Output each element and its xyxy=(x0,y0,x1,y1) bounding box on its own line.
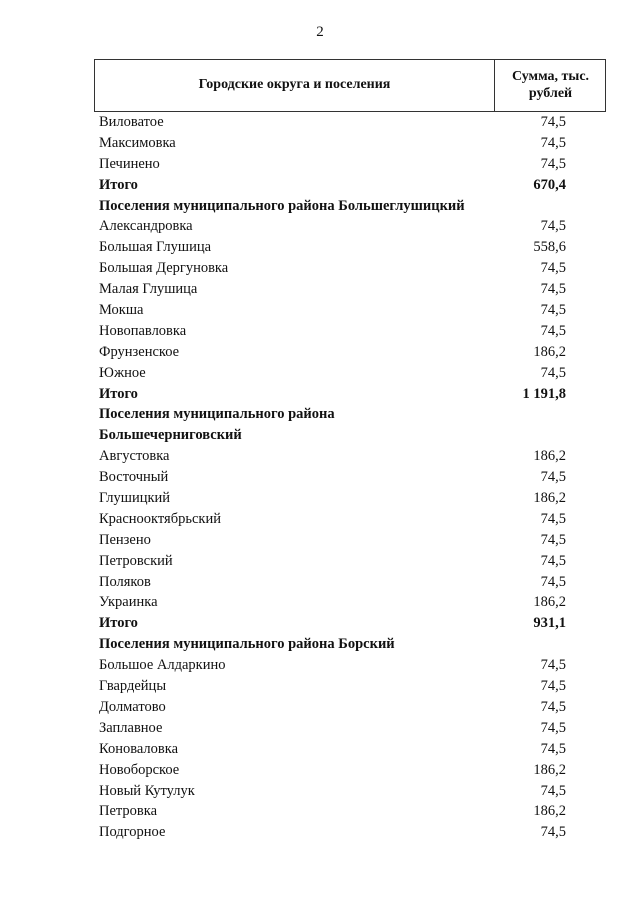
table-row xyxy=(94,446,606,467)
column-header-sum-line2: рублей xyxy=(528,86,573,101)
settlement-name: Новый Кутулук xyxy=(99,782,195,799)
settlement-name: Фрунзенское xyxy=(99,343,180,360)
table-row xyxy=(94,154,606,175)
settlement-name: Гвардейцы xyxy=(99,678,167,695)
table-row xyxy=(94,718,606,739)
table-body xyxy=(94,112,606,843)
amount-value: 74,5 xyxy=(540,698,566,715)
table-row xyxy=(94,551,606,572)
table-row xyxy=(94,258,606,279)
amount-value: 74,5 xyxy=(540,114,566,130)
total-row xyxy=(94,613,606,634)
amount-value: 186,2 xyxy=(533,490,566,507)
section-heading-row xyxy=(94,196,606,217)
table-row xyxy=(94,363,606,384)
table-header xyxy=(94,59,606,112)
table-row xyxy=(94,300,606,321)
table-row xyxy=(94,321,606,342)
section-heading: Поселения муниципального района xyxy=(99,406,335,423)
amount-value: 186,2 xyxy=(533,594,566,611)
amount-value: 74,5 xyxy=(540,218,566,235)
table-row xyxy=(94,342,606,363)
settlement-name: Подгорное xyxy=(99,824,166,841)
amount-value: 558,6 xyxy=(533,239,566,256)
amount-value: 74,5 xyxy=(540,573,566,590)
settlement-name: Петровский xyxy=(99,552,173,569)
settlement-name: Поляков xyxy=(99,573,151,590)
amount-value: 186,2 xyxy=(533,343,566,360)
settlement-name: Августовка xyxy=(99,448,170,465)
settlement-name: Новоборское xyxy=(99,761,180,778)
table-row xyxy=(94,237,606,258)
settlement-name: Коноваловка xyxy=(99,740,179,757)
table-row xyxy=(94,781,606,802)
amount-value: 186,2 xyxy=(533,761,566,778)
settlement-name: Большая Дергуновка xyxy=(99,260,229,277)
section-heading-row xyxy=(94,404,606,425)
section-heading: Поселения муниципального района Большеглушицкий xyxy=(99,197,465,214)
amount-value: 74,5 xyxy=(540,281,566,298)
section-heading-row xyxy=(94,634,606,655)
settlement-name: Восточный xyxy=(99,469,169,486)
page-number: 2 xyxy=(316,24,324,40)
amount-value: 931,1 xyxy=(533,615,566,632)
section-heading-row xyxy=(94,425,606,446)
amount-value: 670,4 xyxy=(533,176,566,193)
settlement-name: Максимовка xyxy=(99,134,176,151)
settlement-name: Итого xyxy=(99,385,138,402)
amount-value: 74,5 xyxy=(540,719,566,736)
table-row xyxy=(94,467,606,488)
table-row xyxy=(94,133,606,154)
amount-value: 74,5 xyxy=(540,510,566,527)
settlement-name: Печинено xyxy=(99,155,160,172)
section-heading: Поселения муниципального района Борский xyxy=(99,636,395,653)
table-row xyxy=(94,530,606,551)
amount-value: 74,5 xyxy=(540,322,566,339)
column-header-sum xyxy=(495,68,606,102)
settlement-name: Петровка xyxy=(99,803,158,820)
settlement-name: Малая Глушица xyxy=(99,281,198,298)
settlement-name: Виловатое xyxy=(99,114,164,130)
amount-value: 74,5 xyxy=(540,134,566,151)
table-row xyxy=(94,676,606,697)
column-header-sum-line1: Сумма, тыс. xyxy=(511,69,590,84)
amount-value: 74,5 xyxy=(540,782,566,799)
table-row xyxy=(94,697,606,718)
amount-value: 74,5 xyxy=(540,740,566,757)
table-row xyxy=(94,572,606,593)
amount-value: 74,5 xyxy=(540,469,566,486)
column-header-name: Городские округа и поселения xyxy=(198,77,391,92)
amount-value: 74,5 xyxy=(540,657,566,674)
table-row xyxy=(94,488,606,509)
table-row xyxy=(94,592,606,613)
settlement-name: Пензено xyxy=(99,531,151,548)
table-row xyxy=(94,801,606,822)
amount-value: 74,5 xyxy=(540,824,566,841)
amount-value: 74,5 xyxy=(540,531,566,548)
amount-value: 74,5 xyxy=(540,678,566,695)
amount-value: 1 191,8 xyxy=(522,385,566,402)
settlement-name: Александровка xyxy=(99,218,193,235)
settlement-name: Украинка xyxy=(99,594,158,611)
table-row xyxy=(94,279,606,300)
table-row xyxy=(94,509,606,530)
table-row xyxy=(94,216,606,237)
amount-value: 186,2 xyxy=(533,803,566,820)
amount-value: 74,5 xyxy=(540,302,566,319)
settlement-name: Долматово xyxy=(99,698,166,715)
amount-value: 186,2 xyxy=(533,448,566,465)
table-row xyxy=(94,739,606,760)
settlement-name: Новопавловка xyxy=(99,322,187,339)
settlement-name: Заплавное xyxy=(99,719,163,736)
settlement-name: Большое Алдаркино xyxy=(99,657,226,674)
settlement-name: Мокша xyxy=(99,302,144,319)
table-row xyxy=(94,112,606,133)
amount-value: 74,5 xyxy=(540,552,566,569)
table-row xyxy=(94,655,606,676)
settlement-name: Большая Глушица xyxy=(99,239,212,256)
settlement-name: Итого xyxy=(99,615,138,632)
total-row xyxy=(94,175,606,196)
table-row xyxy=(94,822,606,843)
settlement-name: Итого xyxy=(99,176,138,193)
total-row xyxy=(94,384,606,405)
settlement-name: Глушицкий xyxy=(99,490,171,507)
section-heading: Большечерниговский xyxy=(99,427,242,444)
amount-value: 74,5 xyxy=(540,260,566,277)
settlement-name: Южное xyxy=(99,364,146,381)
table-row xyxy=(94,760,606,781)
amount-value: 74,5 xyxy=(540,364,566,381)
settlement-name: Краснооктябрьский xyxy=(99,510,221,527)
amount-value: 74,5 xyxy=(540,155,566,172)
